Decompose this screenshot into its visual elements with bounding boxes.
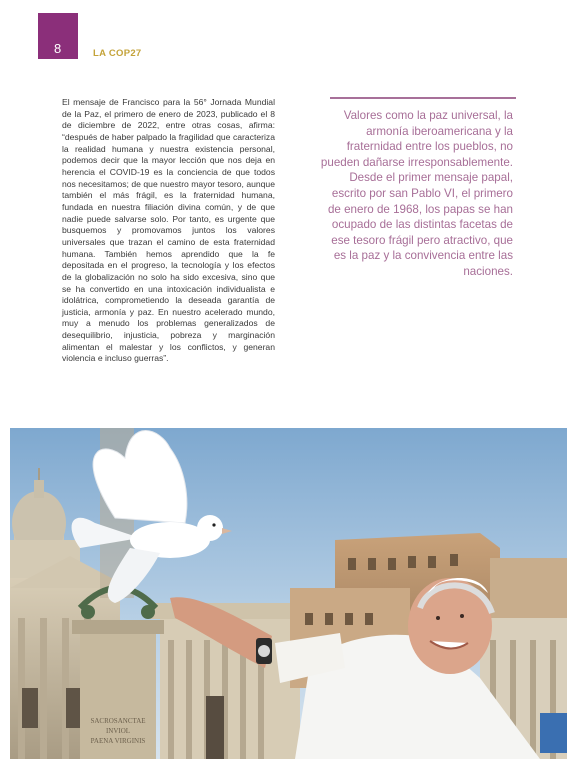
pedestal-inscription-2: INVIOL [105,727,131,735]
pull-quote-rule [330,97,516,99]
pedestal-inscription-3: PAENA VIRGINIS [90,737,146,745]
section-title: LA COP27 [93,48,142,59]
article-body: El mensaje de Francisco para la 56° Jornada Mundial de la Paz, el primero de enero de 2023, publicado el 8 de diciembre de 2022, entre otras cosas, afirma: “después de haber palpado la fragilidad que caracteriza la realidad humana y nuestra existencia personal, podemos decir que la mayor lección que nos deja en herencia el COVID-19 es la conciencia de que todos nos necesitamos; de que nuestro mayor tesoro, aunque también el más frágil, es la fraternidad humana, fundada en nuestra filiación divina común, y de que nadie puede salvarse solo. Por tanto, es urgente que busquemos y promovamos juntos los valores universales que trazan el camino de esta fraternidad humana. También hemos aprendido que la fe depositada en el progreso, la tecnología y los efectos de la globalización no solo ha sido excesiva, sino que se ha convertido en una intoxicación individualista e idolátrica, comprometiendo la deseada garantía de justicia, armonía y paz. En nuestro acelerado mundo, muy a menudo los problemas generalizados de desequilibrio, injusticia, pobreza y marginación alimentan el malestar y los conflictos, y generan violencia e incluso guerras”. [62,97,275,364]
pedestal-inscription-1: SACROSANCTAE [90,717,146,725]
blue-banner [540,713,567,753]
page-number-badge [38,13,78,59]
pope-dove-photo [10,428,567,759]
page-number: 8 [54,41,62,56]
pull-quote: Valores como la paz universal, la armonía iberoamericana y la fraternidad entre los pueblos, no pueden dañarse irresponsablemente. Desde el primer mensaje papal, escrito por san Pablo VI, el primero de enero de 1968, los papas se han ocupado de las distintas facetas de ese tesoro frágil pero atractivo, que es la paz y la convivencia entre las naciones. [320,109,513,278]
